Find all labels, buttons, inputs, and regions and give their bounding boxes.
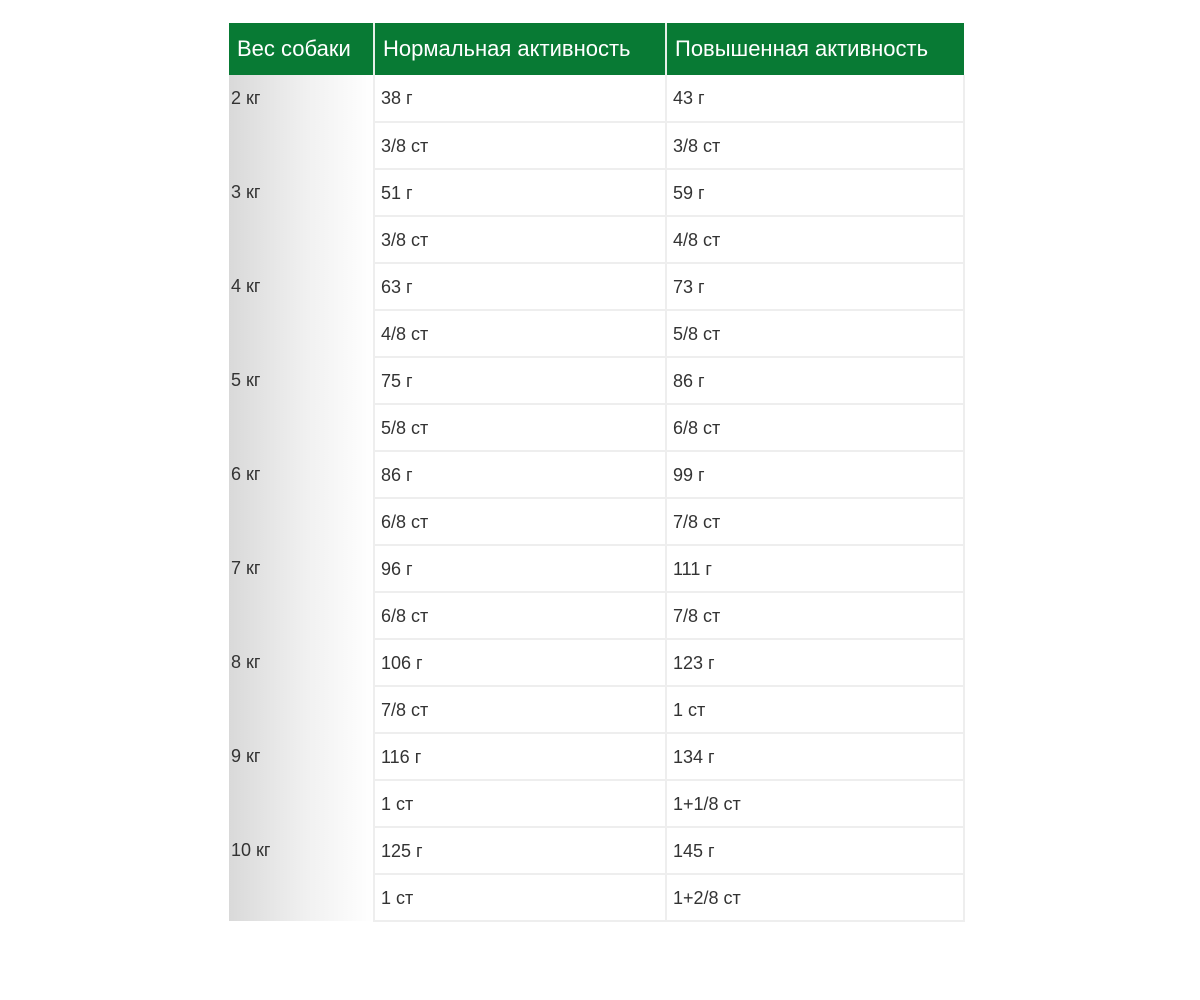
high-cups-cell: 7/8 ст [666,592,964,639]
weight-cell: 5 кг [229,357,374,404]
normal-grams-cell: 106 г [374,639,666,686]
table-row [229,733,964,780]
normal-cups-cell: 3/8 ст [374,122,666,169]
high-grams-cell: 86 г [666,357,964,404]
high-grams-cell: 111 г [666,545,964,592]
normal-grams-cell: 51 г [374,169,666,216]
high-cups-cell: 5/8 ст [666,310,964,357]
table-row [229,545,964,592]
table-row [229,780,964,827]
table-row [229,169,964,216]
normal-cups-cell: 1 ст [374,874,666,921]
table-row [229,122,964,169]
high-grams-cell: 43 г [666,75,964,122]
normal-grams-cell: 125 г [374,827,666,874]
high-grams-cell: 123 г [666,639,964,686]
weight-cell: 10 кг [229,827,374,874]
normal-cups-cell: 1 ст [374,780,666,827]
high-cups-cell: 7/8 ст [666,498,964,545]
header-row [229,23,964,75]
table-row [229,827,964,874]
header-high-activity: Повышенная активность [666,23,964,75]
normal-cups-cell: 3/8 ст [374,216,666,263]
weight-cell-empty [229,216,374,263]
weight-cell: 7 кг [229,545,374,592]
weight-cell: 6 кг [229,451,374,498]
table-row [229,216,964,263]
table-row [229,451,964,498]
high-grams-cell: 99 г [666,451,964,498]
normal-grams-cell: 116 г [374,733,666,780]
table-row [229,686,964,733]
high-cups-cell: 3/8 ст [666,122,964,169]
weight-cell: 8 кг [229,639,374,686]
table-row [229,75,964,122]
normal-grams-cell: 38 г [374,75,666,122]
weight-cell: 9 кг [229,733,374,780]
weight-cell-empty [229,404,374,451]
table-row [229,263,964,310]
table-body [229,75,964,921]
weight-cell-empty [229,122,374,169]
weight-cell-empty [229,780,374,827]
normal-grams-cell: 63 г [374,263,666,310]
normal-cups-cell: 6/8 ст [374,498,666,545]
normal-grams-cell: 86 г [374,451,666,498]
table-row [229,498,964,545]
normal-grams-cell: 96 г [374,545,666,592]
table-row [229,639,964,686]
high-grams-cell: 145 г [666,827,964,874]
weight-cell-empty [229,874,374,921]
high-cups-cell: 1+2/8 ст [666,874,964,921]
high-grams-cell: 134 г [666,733,964,780]
table-row [229,404,964,451]
weight-cell-empty [229,498,374,545]
high-cups-cell: 1 ст [666,686,964,733]
high-cups-cell: 4/8 ст [666,216,964,263]
high-grams-cell: 73 г [666,263,964,310]
weight-cell: 3 кг [229,169,374,216]
normal-cups-cell: 7/8 ст [374,686,666,733]
weight-cell-empty [229,592,374,639]
header-dog-weight: Вес собаки [229,23,374,75]
weight-cell-empty [229,686,374,733]
table-row [229,874,964,921]
normal-cups-cell: 4/8 ст [374,310,666,357]
table-row [229,310,964,357]
weight-cell: 2 кг [229,75,374,122]
high-cups-cell: 6/8 ст [666,404,964,451]
header-normal-activity: Нормальная активность [374,23,666,75]
normal-cups-cell: 5/8 ст [374,404,666,451]
table-row [229,357,964,404]
high-grams-cell: 59 г [666,169,964,216]
normal-grams-cell: 75 г [374,357,666,404]
feeding-table [229,23,965,922]
normal-cups-cell: 6/8 ст [374,592,666,639]
high-cups-cell: 1+1/8 ст [666,780,964,827]
weight-cell-empty [229,310,374,357]
table-row [229,592,964,639]
weight-cell: 4 кг [229,263,374,310]
